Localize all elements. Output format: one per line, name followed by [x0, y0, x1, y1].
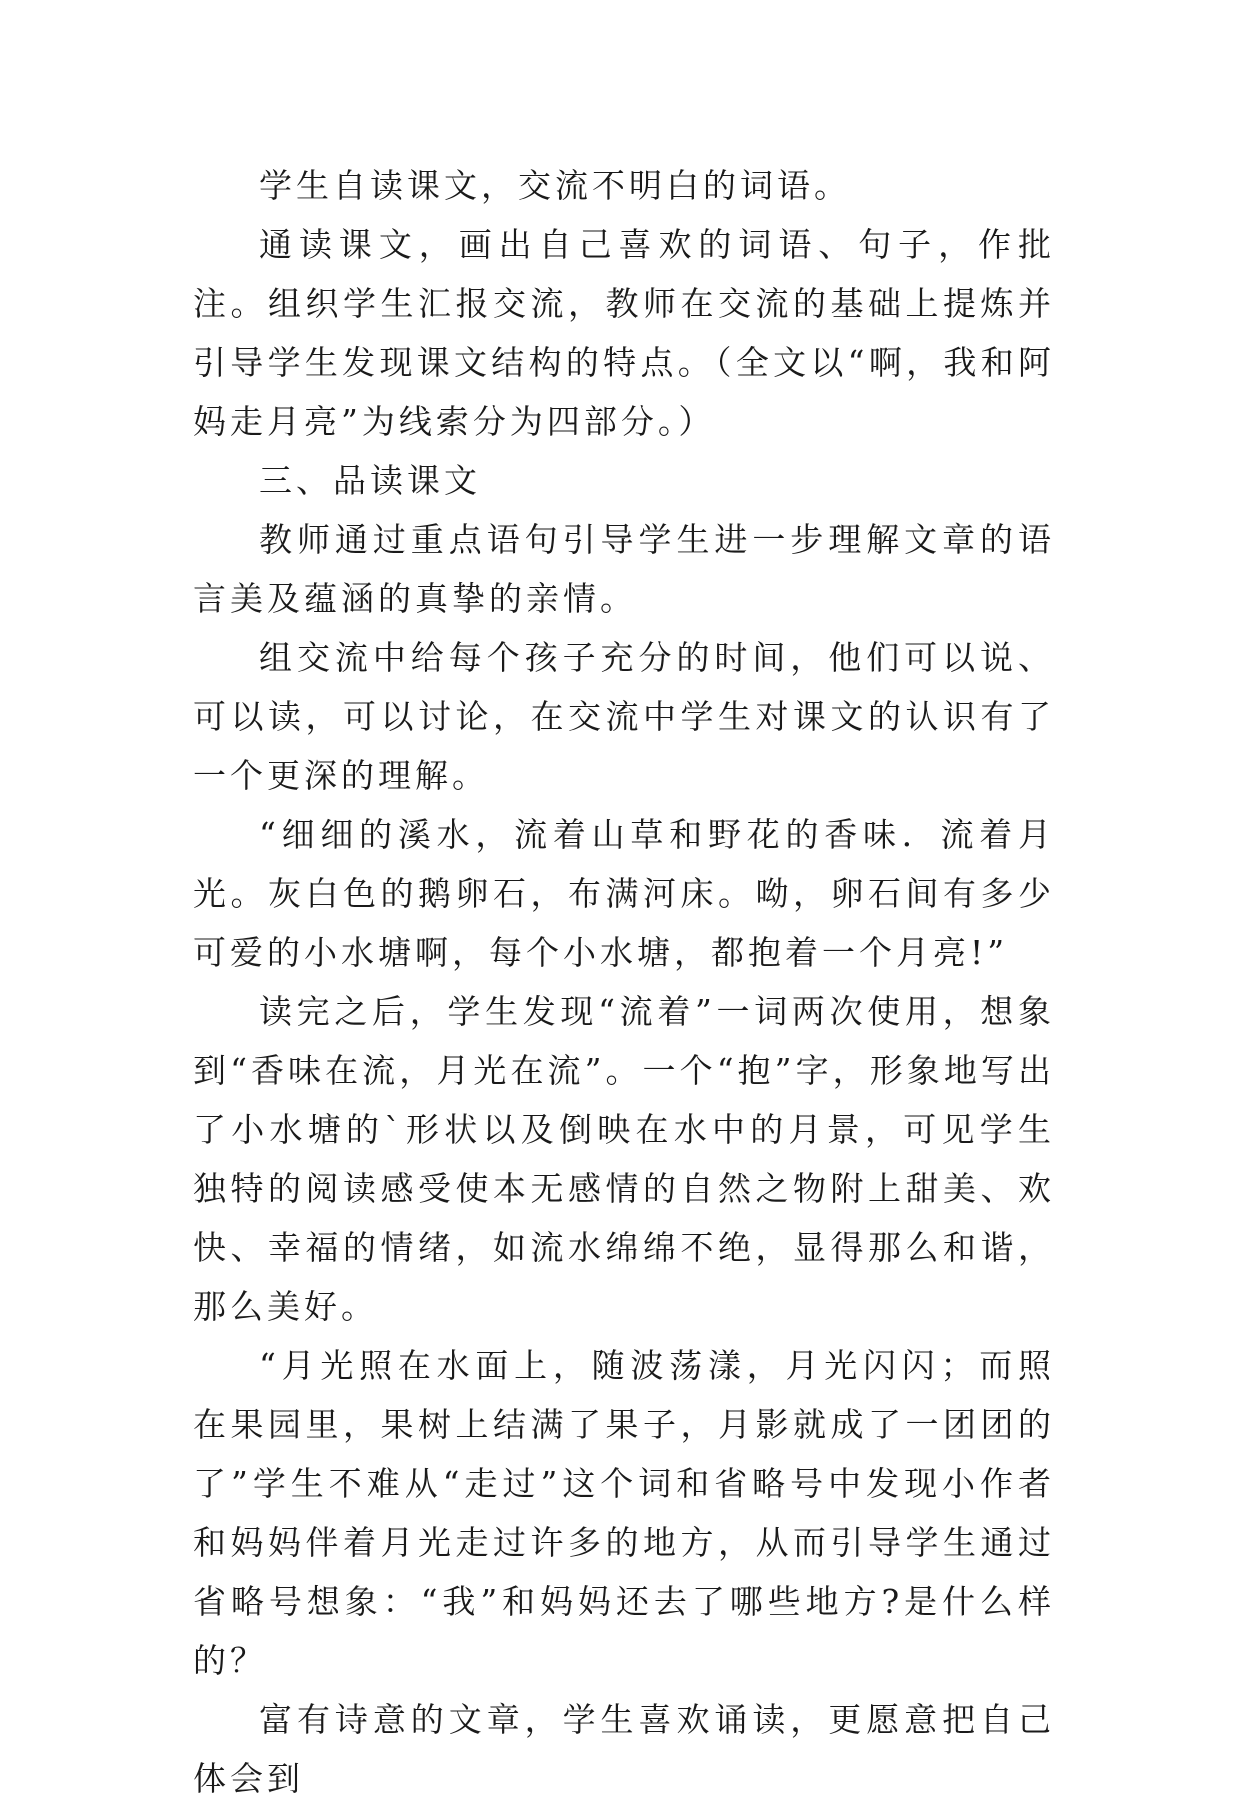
- paragraph-self-reading: 学生自读课文，交流不明白的词语。: [259, 166, 851, 205]
- quote-stream: “细细的溪水，流着山草和野花的香味．流着月光。灰白色的鹅卵石，布满河床。呦，卵石间有多少可爱的小水塘啊，每个小水塘，都抱着一个月亮!”: [193, 815, 1055, 972]
- paragraph-read-through: 通读课文，画出自己喜欢的词语、句子，作批注。组织学生汇报交流，教师在交流的基础上提炼并引导学生发现课文结构的特点。（全文以“啊，我和阿妈走月亮”为线索分为四部分。）: [193, 225, 1055, 441]
- paragraph-poetic-text: 富有诗意的文章，学生喜欢诵读，更愿意把自己体会到: [193, 1700, 1055, 1798]
- paragraph-group-discussion: 组交流中给每个孩子充分的时间，他们可以说、可以读，可以讨论，在交流中学生对课文的认识有了一个更深的理解。: [193, 638, 1055, 795]
- document-body: [193, 156, 1055, 1808]
- section-heading-3: 三、品读课文: [259, 461, 481, 500]
- paragraph-key-sentences: 教师通过重点语句引导学生进一步理解文章的语言美及蕴涵的真挚的亲情。: [193, 520, 1055, 618]
- paragraph-after-reading: 读完之后，学生发现“流着”一词两次使用，想象到“香味在流，月光在流”。一个“抱”字，形象地写出了小水塘的`形状以及倒映在水中的月景，可见学生独特的阅读感受使本无感情的自然之物附上甜美、欢快、幸福的情绪，如流水绵绵不绝，显得那么和谐，那么美好。: [193, 992, 1055, 1326]
- quote-moonlight: “月光照在水面上，随波荡漾，月光闪闪；而照在果园里，果树上结满了果子，月影就成了一团团的了”学生不难从“走过”这个词和省略号中发现小作者和妈妈伴着月光走过许多的地方，从而引导学生通过省略号想象：“我”和妈妈还去了哪些地方?是什么样的？: [193, 1346, 1055, 1680]
